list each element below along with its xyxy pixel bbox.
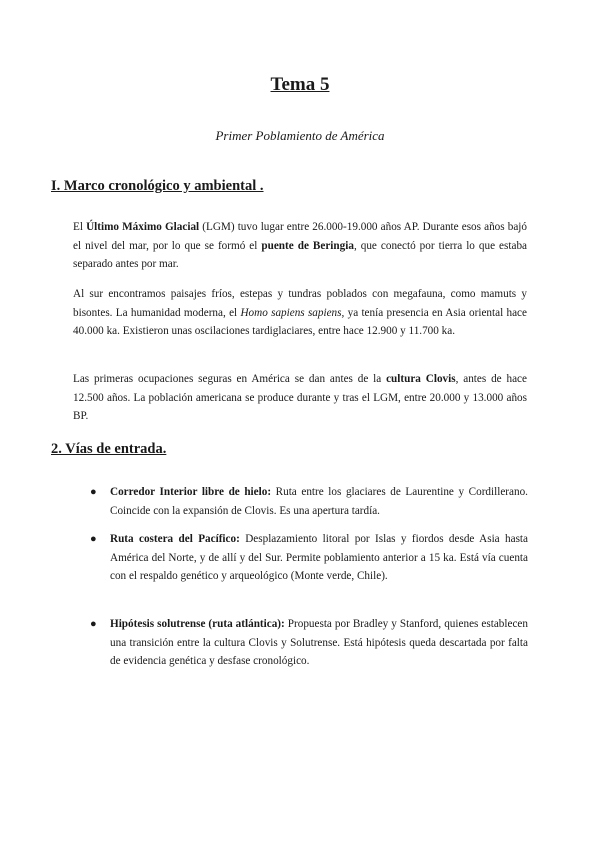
list-item-label: Corredor Interior libre de hielo: <box>110 486 272 498</box>
paragraph-1-text-a: El <box>73 221 87 233</box>
paragraph-3-text-b: , antes de hace 12.500 años. La población americana se produce durante y tras el LGM, entre 20.000 y 13.000 años BP. <box>73 373 527 423</box>
paragraph-2-text-b: ya tenía presencia en Asia oriental hace 40.000 ka. Existieron unas oscilaciones tardiglaciares, entre hace 12.900 y 11.700 ka. <box>73 306 527 338</box>
paragraph-2 <box>73 285 527 341</box>
term-ultimo-maximo-glacial: Último Máximo Glacial <box>86 221 200 233</box>
section-heading-2: 2. Vías de entrada. <box>51 441 167 457</box>
paragraph-3 <box>73 370 527 426</box>
list-item <box>88 483 528 520</box>
list-item-label: Ruta costera del Pacífico: <box>110 533 240 545</box>
paragraph-1-text-c: , que conectó por tierra lo que estaba separado antes por mar. <box>73 239 528 271</box>
term-homo-sapiens: Homo sapiens sapiens, <box>240 306 345 319</box>
bullet-icon: ● <box>90 533 97 545</box>
list-item-text: Propuesta por Bradley y Stanford, quienes establecen una transición entre la cultura Clovis y Solutrense. Está hipótesis queda descartada por falta de evidencia genética y desfase cronológico. <box>110 618 528 668</box>
list-item-text: Desplazamiento litoral por Islas y fiordos desde Asia hasta América del Norte, y de allí y del Sur. Permite poblamiento anterior a 15 ka. Está vía cuenta con el respaldo genético y arqueológico (Monte verde, Chile). <box>110 533 529 583</box>
paragraph-3-text-a: Las primeras ocupaciones seguras en América se dan antes de la <box>73 373 387 385</box>
list-item-text: Ruta entre los glaciares de Laurentine y Cordillerano. Coincide con la expansión de Clovis. Es una apertura tardía. <box>110 486 528 517</box>
paragraph-1-text-b: (LGM) tuvo lugar entre 26.000-19.000 años AP. Durante esos años bajó el nivel del mar, por lo que se formó el <box>73 221 527 252</box>
list-item <box>88 615 528 671</box>
list-item <box>88 530 528 586</box>
bullet-icon: ● <box>90 486 97 498</box>
term-cultura-clovis: cultura Clovis <box>386 373 456 385</box>
bullet-icon: ● <box>90 618 97 630</box>
list-item-label: Hipótesis solutrense (ruta atlántica): <box>110 618 285 630</box>
paragraph-2-text-a: Al sur encontramos paisajes fríos, estepas y tundras poblados con megafauna, como mamuts y bisontes. La humanidad moderna, el <box>73 288 527 319</box>
term-puente-de-beringia: puente de Beringia <box>261 239 354 252</box>
page-subtitle: Primer Poblamiento de América <box>215 128 385 143</box>
page-title: Tema 5 <box>270 74 330 95</box>
paragraph-1 <box>73 218 527 274</box>
section-heading-1: I. Marco cronológico y ambiental . <box>51 178 264 194</box>
